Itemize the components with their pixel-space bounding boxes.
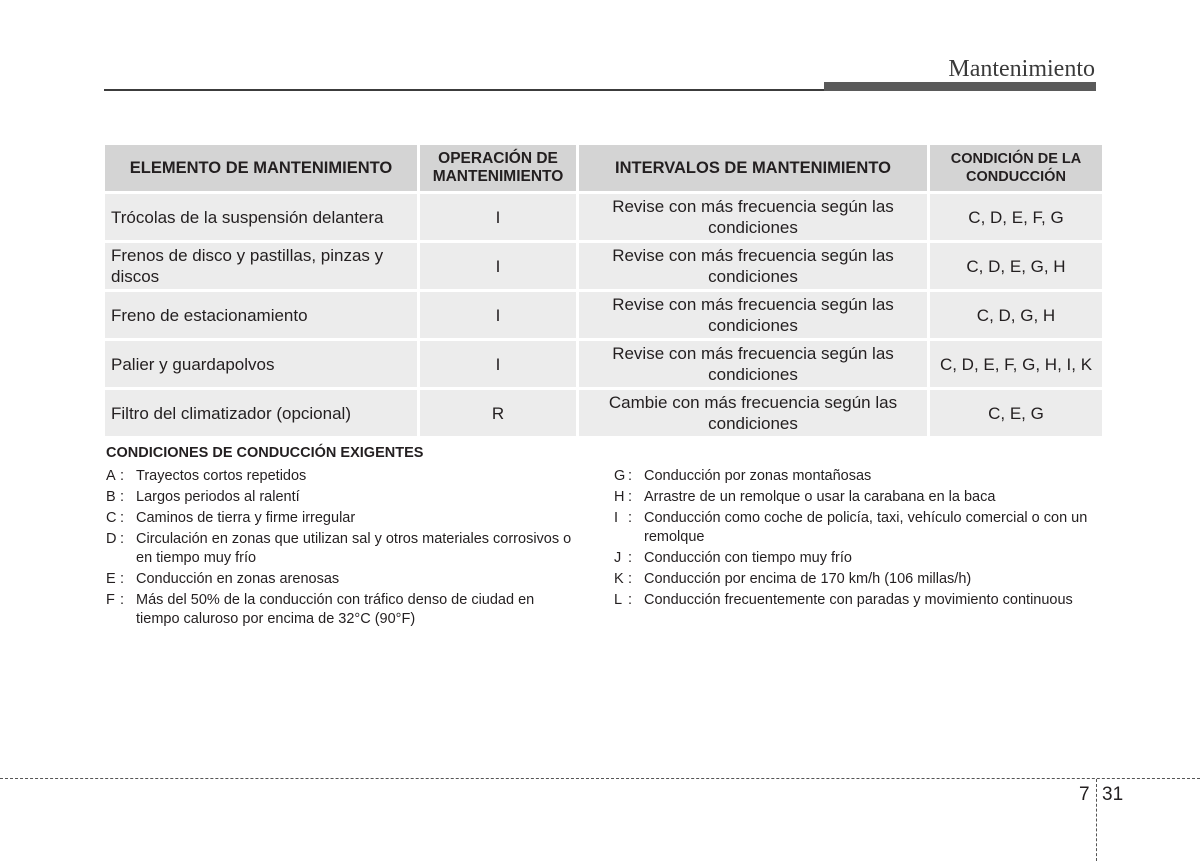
cell-interval: Cambie con más frecuencia según las condiciones	[579, 390, 927, 436]
condition-letter: L	[614, 592, 623, 608]
header-rule-accent	[824, 82, 1096, 91]
condition-letter: G	[614, 468, 626, 484]
cell-condition: C, D, G, H	[930, 292, 1102, 338]
conditions-list-right	[614, 467, 1094, 612]
condition-item: K : Conducción por encima de 170 km/h (106 millas/h)	[614, 570, 1094, 589]
table-row	[105, 390, 1102, 436]
cell-operation: I	[420, 341, 576, 387]
cell-interval: Revise con más frecuencia según las condiciones	[579, 341, 927, 387]
header-driving-condition: CONDICIÓN DE LA CONDUCCIÓN	[930, 145, 1102, 191]
maintenance-table	[102, 142, 1105, 439]
condition-text: Conducción con tiempo muy frío	[644, 550, 852, 566]
cell-item: Trócolas de la suspensión delantera	[105, 194, 417, 240]
condition-text: Conducción por zonas montañosas	[644, 468, 872, 484]
condition-letter: E	[106, 571, 116, 587]
condition-letter: A	[106, 468, 116, 484]
footer-dashed-divider	[1096, 779, 1097, 861]
condition-letter: B	[106, 489, 116, 505]
condition-text: Conducción como coche de policía, taxi, vehículo comercial o con un remolque	[644, 510, 1088, 545]
condition-item: L : Conducción frecuentemente con paradas y movimiento continuous	[614, 591, 1094, 610]
condition-letter: D	[106, 531, 117, 547]
header-maintenance-interval: INTERVALOS DE MANTENIMIENTO	[579, 145, 927, 191]
cell-condition: C, D, E, F, G, H, I, K	[930, 341, 1102, 387]
table-header-row	[105, 145, 1102, 191]
condition-item: B : Largos periodos al ralentí	[106, 488, 576, 507]
table-row	[105, 194, 1102, 240]
conditions-list-left	[106, 467, 576, 631]
cell-item: Palier y guardapolvos	[105, 341, 417, 387]
header-maintenance-operation: OPERACIÓN DE MANTENIMIENTO	[420, 145, 576, 191]
condition-letter: F	[106, 592, 115, 608]
cell-interval: Revise con más frecuencia según las condiciones	[579, 194, 927, 240]
condition-text: Arrastre de un remolque o usar la carabana en la baca	[644, 489, 996, 505]
condition-text: Conducción en zonas arenosas	[136, 571, 340, 587]
cell-operation: I	[420, 292, 576, 338]
cell-condition: C, D, E, F, G	[930, 194, 1102, 240]
condition-item: G : Conducción por zonas montañosas	[614, 467, 1094, 486]
cell-item: Filtro del climatizador (opcional)	[105, 390, 417, 436]
chapter-number: 7	[1079, 784, 1090, 805]
condition-item: F : Más del 50% de la conducción con tráfico denso de ciudad en tiempo caluroso por encima de 32°C (90°F)	[106, 591, 576, 629]
cell-item: Frenos de disco y pastillas, pinzas y discos	[105, 243, 417, 289]
condition-item: E : Conducción en zonas arenosas	[106, 570, 576, 589]
table-row	[105, 243, 1102, 289]
condition-text: Trayectos cortos repetidos	[136, 468, 307, 484]
condition-letter: H	[614, 489, 625, 505]
condition-item: H : Arrastre de un remolque o usar la carabana en la baca	[614, 488, 1094, 507]
condition-item: I : Conducción como coche de policía, taxi, vehículo comercial o con un remolque	[614, 509, 1094, 547]
table-row	[105, 292, 1102, 338]
condition-text: Circulación en zonas que utilizan sal y otros materiales corrosivos o en tiempo muy frío	[136, 531, 572, 566]
conditions-title: CONDICIONES DE CONDUCCIÓN EXIGENTES	[106, 445, 424, 461]
footer-dashed-rule	[0, 778, 1200, 779]
condition-text: Caminos de tierra y firme irregular	[136, 510, 356, 526]
condition-item: A : Trayectos cortos repetidos	[106, 467, 576, 486]
condition-letter: K	[614, 571, 624, 587]
condition-text: Conducción frecuentemente con paradas y movimiento continuous	[644, 592, 1073, 608]
condition-item: C : Caminos de tierra y firme irregular	[106, 509, 576, 528]
cell-condition: C, D, E, G, H	[930, 243, 1102, 289]
cell-item: Freno de estacionamiento	[105, 292, 417, 338]
condition-letter: I	[614, 510, 619, 526]
header-maintenance-item: ELEMENTO DE MANTENIMIENTO	[105, 145, 417, 191]
cell-operation: I	[420, 194, 576, 240]
condition-item: D : Circulación en zonas que utilizan sal y otros materiales corrosivos o en tiempo muy frío	[106, 530, 576, 568]
condition-text: Conducción por encima de 170 km/h (106 millas/h)	[644, 571, 972, 587]
condition-letter: J	[614, 550, 622, 566]
cell-interval: Revise con más frecuencia según las condiciones	[579, 292, 927, 338]
condition-item: J : Conducción con tiempo muy frío	[614, 549, 1094, 568]
condition-text: Más del 50% de la conducción con tráfico denso de ciudad en tiempo caluroso por encima de 32°C (90°F)	[136, 592, 535, 627]
condition-letter: C	[106, 510, 117, 526]
cell-operation: R	[420, 390, 576, 436]
condition-text: Largos periodos al ralentí	[136, 489, 300, 505]
cell-condition: C, E, G	[930, 390, 1102, 436]
table-row	[105, 341, 1102, 387]
page-section-title: Mantenimiento	[948, 56, 1095, 82]
page-number: 31	[1102, 784, 1124, 805]
cell-operation: I	[420, 243, 576, 289]
cell-interval: Revise con más frecuencia según las condiciones	[579, 243, 927, 289]
